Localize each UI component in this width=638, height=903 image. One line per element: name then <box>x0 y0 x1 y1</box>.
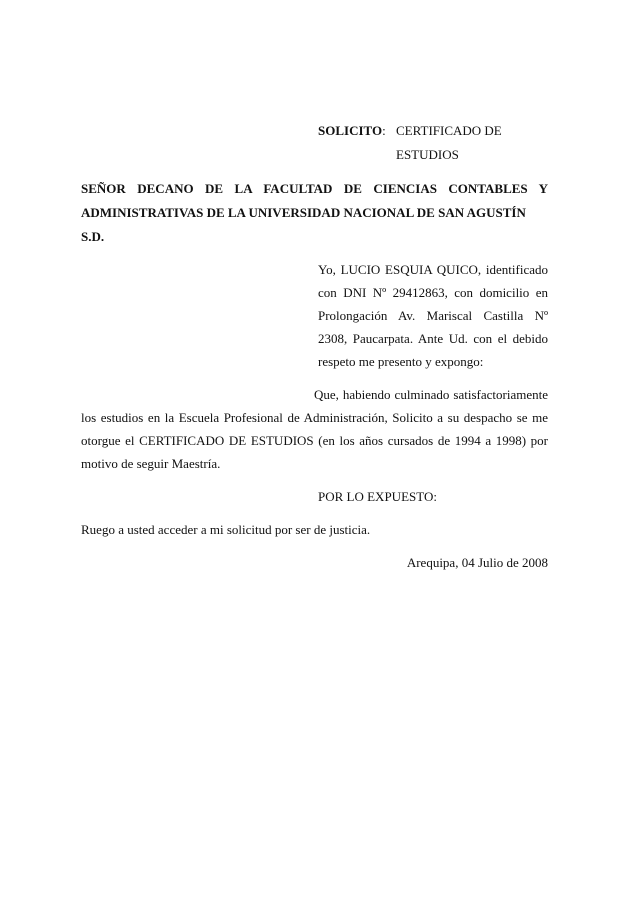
addressee-line-2: ADMINISTRATIVAS DE LA UNIVERSIDAD NACIONAL DE SAN AGUSTÍN <box>81 205 526 220</box>
body-line-4: motivo de seguir Maestría. <box>81 456 221 471</box>
closing-heading: POR LO EXPUESTO: <box>318 489 437 504</box>
request-line: Ruego a usted acceder a mi solicitud por ser de justicia. <box>81 522 371 537</box>
addressee-line-3: S.D. <box>81 229 105 244</box>
identification-line-4: 2308, Paucarpata. Ante Ud. con el debido <box>318 331 548 346</box>
addressee-line-1: SEÑOR DECANO DE LA FACULTAD DE CIENCIAS CONTABLES Y <box>81 181 548 196</box>
body-line-1: Que, habiendo culminado satisfactoriamente <box>314 387 548 402</box>
body-line-3: otorgue el CERTIFICADO DE ESTUDIOS (en los años cursados de 1994 a 1998) por <box>81 433 548 448</box>
subject-line-2: ESTUDIOS <box>396 147 459 162</box>
body-line-2: los estudios en la Escuela Profesional de Administración, Solicito a su despacho se me <box>81 410 548 425</box>
place-date: Arequipa, 04 Julio de 2008 <box>406 555 548 570</box>
identification-line-1: Yo, LUCIO ESQUIA QUICO, identificado <box>318 262 548 277</box>
identification-line-3: Prolongación Av. Mariscal Castilla Nº <box>318 308 548 323</box>
identification-line-2: con DNI Nº 29412863, con domicilio en <box>318 285 548 300</box>
identification-line-5: respeto me presento y expongo: <box>318 354 484 369</box>
subject-label: SOLICITO: <box>318 123 386 138</box>
subject-line-1: CERTIFICADO DE <box>396 123 502 138</box>
